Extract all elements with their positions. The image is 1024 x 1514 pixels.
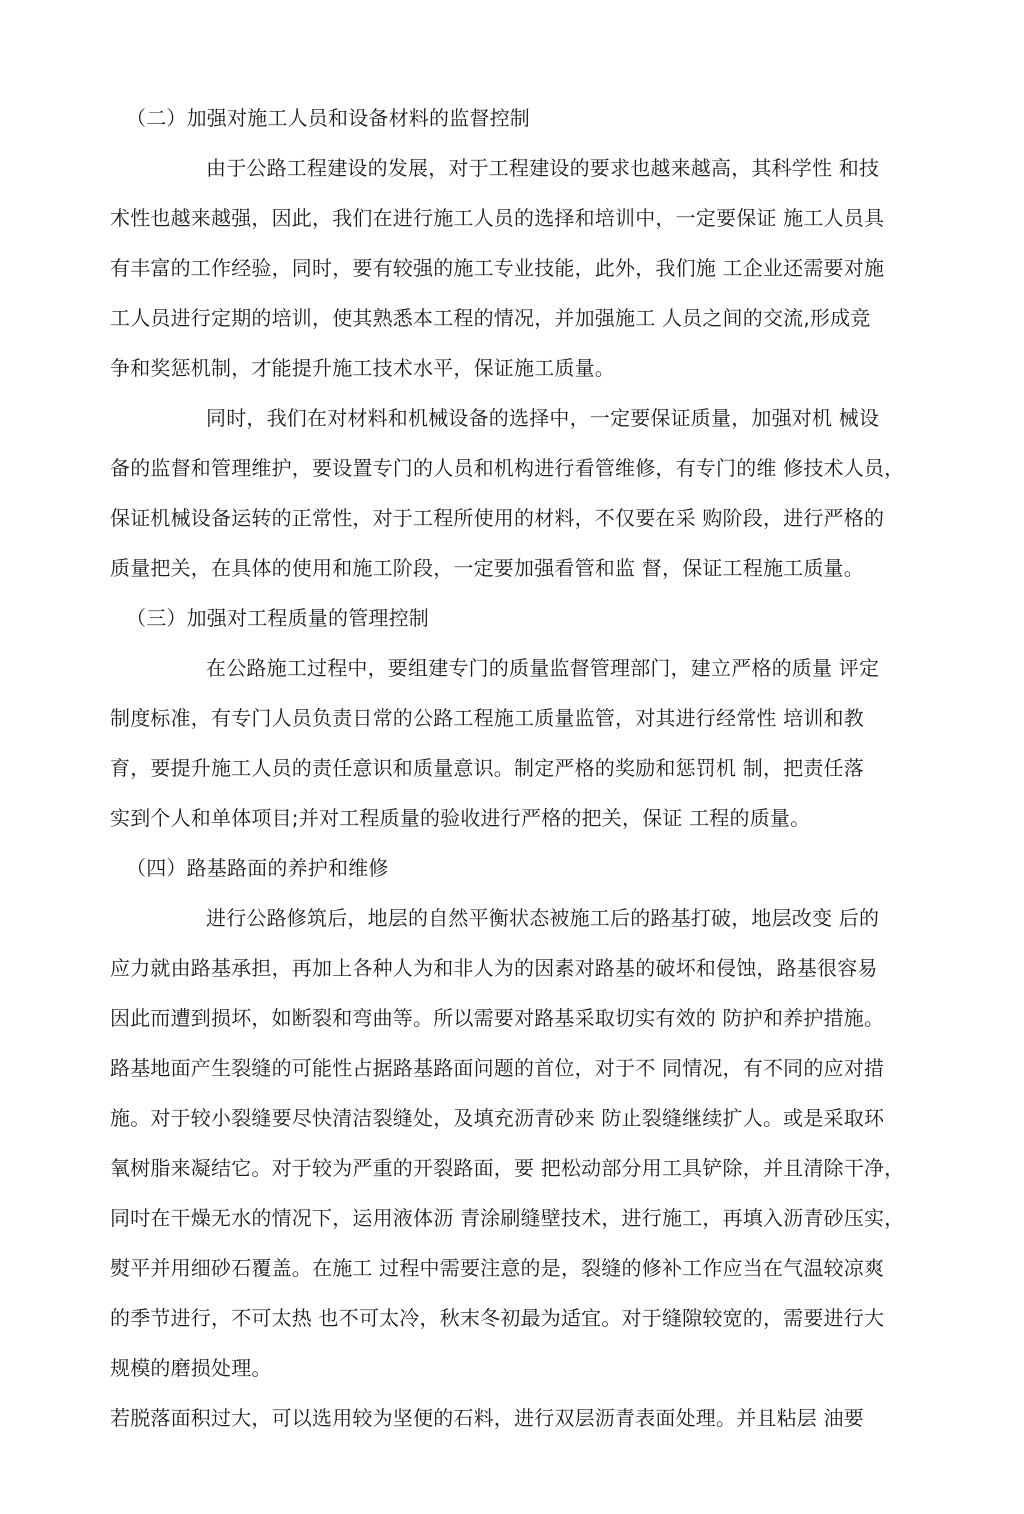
- text-line: 由于公路工程建设的发展，对于工程建设的要求也越来越高，其科学性 和技: [206, 156, 880, 180]
- text-line: 质量把关，在具体的使用和施工阶段，一定要加强看管和监 督，保证工程施工质量。: [110, 556, 864, 580]
- section-heading-3: （三）加强对工程质量的管理控制: [126, 606, 429, 630]
- text-line: 争和奖惩机制，才能提升施工技术水平，保证施工质量。: [110, 356, 615, 380]
- text-line: 进行公路修筑后，地层的自然平衡状态被施工后的路基打破，地层改变 后的: [206, 906, 880, 930]
- text-line: 育，要提升施工人员的责任意识和质量意识。制定严格的奖励和惩罚机 制，把责任落: [110, 756, 864, 780]
- section-heading-4: （四）路基路面的养护和维修: [126, 856, 389, 880]
- section-heading-2: （二）加强对施工人员和设备材料的监督控制: [126, 106, 530, 130]
- text-line: 路基地面产生裂缝的可能性占据路基路面问题的首位，对于不 同情况，有不同的应对措: [110, 1056, 885, 1080]
- text-line: 熨平并用细砂石覆盖。在施工 过程中需要注意的是，裂缝的修补工作应当在气温较凉爽: [110, 1256, 885, 1280]
- text-line: 制度标准，有专门人员负责日常的公路工程施工质量监管，对其进行经常性 培训和教: [110, 706, 864, 730]
- text-line: 若脱落面积过大，可以选用较为坚便的石料，进行双层沥青表面处理。并且粘层 油要: [110, 1406, 864, 1430]
- text-line: 氧树脂来凝结它。对于较为严重的开裂路面，要 把松动部分用工具铲除，并且清除干净，: [110, 1156, 905, 1180]
- text-line: 术性也越来越强，因此，我们在进行施工人员的选择和培训中，一定要保证 施工人员具: [110, 206, 885, 230]
- text-line: 实到个人和单体项目;并对工程质量的验收进行严格的把关，保证 工程的质量。: [110, 806, 811, 830]
- text-line: 规模的磨损处理。: [110, 1356, 272, 1380]
- text-line: 在公路施工过程中，要组建专门的质量监督管理部门，建立严格的质量 评定: [206, 656, 880, 680]
- text-line: 同吋在干燥无水的情况下，运用液体沥 青涂刷缝壁技术，进行施工，再填入沥青砂压实，: [110, 1206, 905, 1230]
- text-line: 保证机械设备运转的正常性，对于工程所使用的材料，不仅要在采 购阶段，进行严格的: [110, 506, 885, 530]
- text-line: 备的监督和管理维护，要设置专门的人员和机构进行看管维修，有专门的维 修技术人员，: [110, 456, 905, 480]
- text-line: 应力就由路基承担，再加上各种人为和非人为的因素对路基的破坏和侵蚀，路基很容易: [110, 956, 878, 980]
- text-line: 有丰富的工作经验，同时，要有较强的施工专业技能，此外，我们施 工企业还需要对施: [110, 256, 885, 280]
- text-line: 工人员进行定期的培训，使其熟悉本工程的情况，并加强施工 人员之间的交流,形成竞: [110, 306, 871, 330]
- text-line: 因此而遭到损坏，如断裂和弯曲等。所以需要对路基采取切实有效的 防护和养护措施。: [110, 1006, 885, 1030]
- text-line: 施。对于较小裂缝要尽快清洁裂缝处，及填充沥青砂来 防止裂缝继续扩人。或是采取环: [110, 1106, 885, 1130]
- text-line: 同时，我们在对材料和机械设备的选择中，一定要保证质量，加强对机 械设: [206, 406, 880, 430]
- text-line: 的季节进行，不可太热 也不可太冷，秋末冬初最为适宜。对于缝隙较宽的，需要进行大: [110, 1306, 885, 1330]
